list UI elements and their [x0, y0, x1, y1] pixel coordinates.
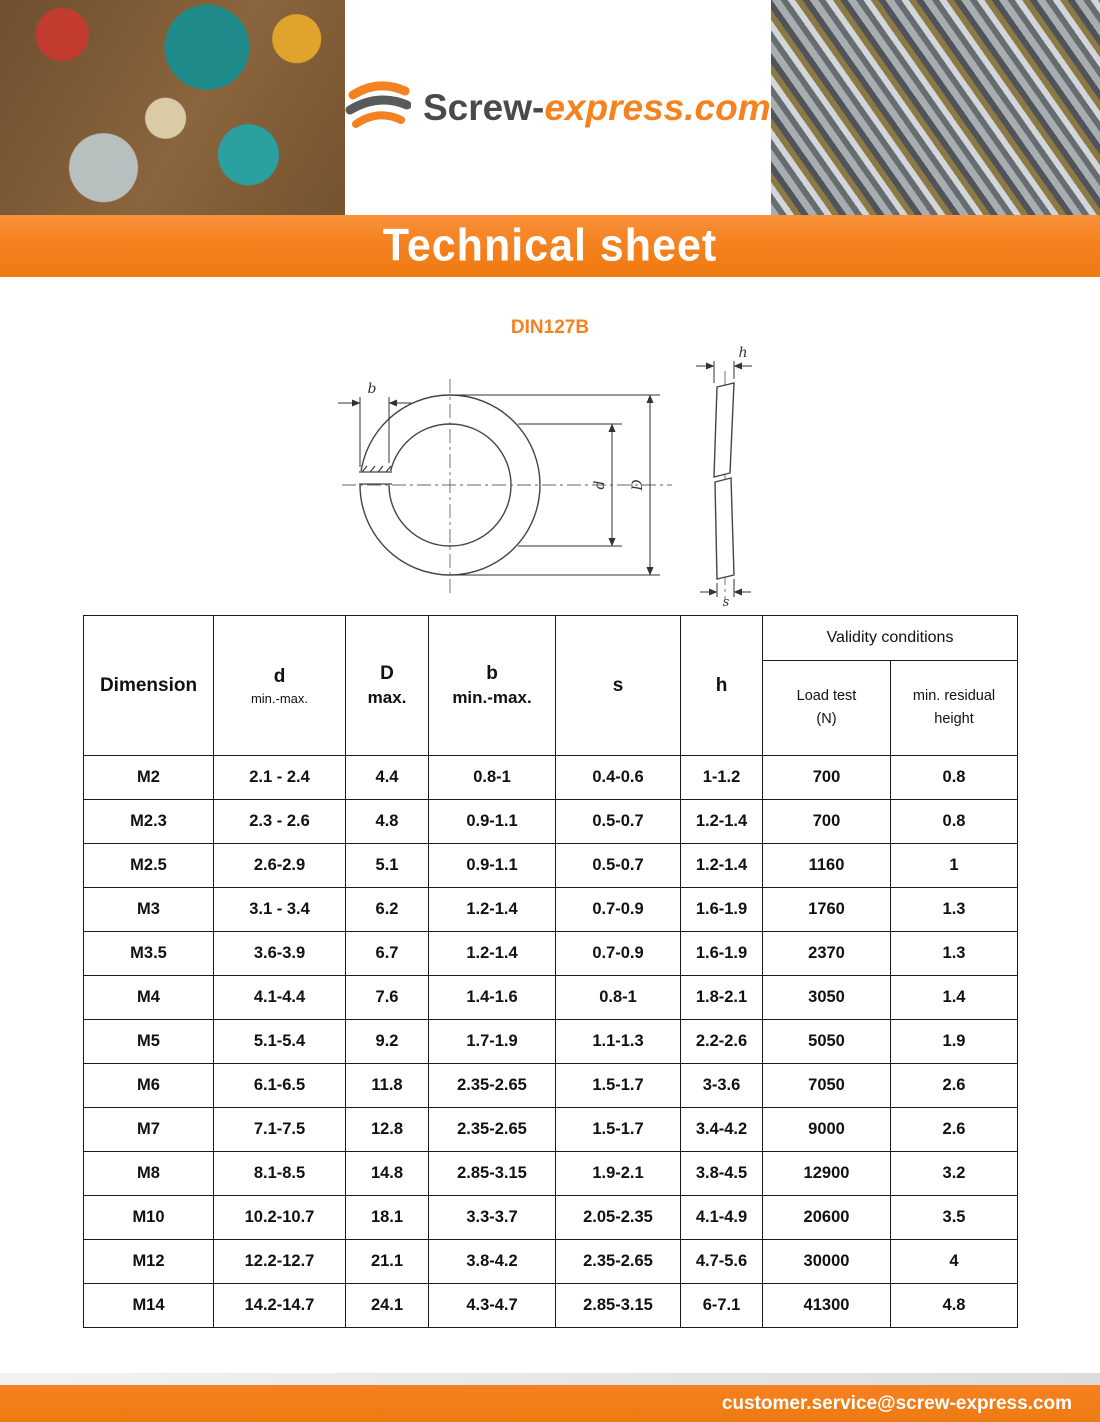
cell-min-residual-height: 1.3 [891, 932, 1018, 976]
cell-load-test: 20600 [763, 1196, 891, 1240]
cell-h: 3.8-4.5 [681, 1152, 763, 1196]
cell-h: 3-3.6 [681, 1064, 763, 1108]
cell-h: 1.2-1.4 [681, 800, 763, 844]
col-header-b-sub: min.-max. [452, 688, 532, 707]
cell-h: 2.2-2.6 [681, 1020, 763, 1064]
table-row [84, 800, 1018, 844]
cell-dimension: M3 [84, 888, 214, 932]
cell-min-residual-height: 3.2 [891, 1152, 1018, 1196]
cell-D-max: 24.1 [346, 1284, 429, 1328]
cell-b-range: 0.9-1.1 [429, 800, 556, 844]
banner-title: Technical sheet [382, 220, 718, 271]
cell-dimension: M7 [84, 1108, 214, 1152]
title-banner [0, 215, 1100, 277]
cell-d-range: 7.1-7.5 [214, 1108, 346, 1152]
page-header [0, 0, 1100, 215]
cell-s: 1.1-1.3 [556, 1020, 681, 1064]
screws-photo [771, 0, 1100, 215]
cell-D-max: 14.8 [346, 1152, 429, 1196]
cell-D-max: 18.1 [346, 1196, 429, 1240]
cell-load-test: 1760 [763, 888, 891, 932]
logo-text-orange: express.com [544, 86, 771, 128]
col-header-d-sub: min.-max. [250, 690, 309, 706]
dimensions-table-wrap [0, 613, 1100, 1328]
cell-b-range: 4.3-4.7 [429, 1284, 556, 1328]
cell-dimension: M2.3 [84, 800, 214, 844]
col-header-b [429, 616, 556, 756]
cell-h: 6-7.1 [681, 1284, 763, 1328]
cell-min-residual-height: 0.8 [891, 800, 1018, 844]
cell-h: 1.2-1.4 [681, 844, 763, 888]
cell-load-test: 12900 [763, 1152, 891, 1196]
cell-s: 0.4-0.6 [556, 756, 681, 800]
table-row [84, 888, 1018, 932]
logo [345, 0, 771, 215]
cell-D-max: 5.1 [346, 844, 429, 888]
cell-load-test: 9000 [763, 1108, 891, 1152]
cell-b-range: 3.8-4.2 [429, 1240, 556, 1284]
cell-b-range: 1.7-1.9 [429, 1020, 556, 1064]
cell-dimension: M4 [84, 976, 214, 1020]
cell-s: 0.7-0.9 [556, 932, 681, 976]
cell-dimension: M3.5 [84, 932, 214, 976]
cell-b-range: 1.2-1.4 [429, 932, 556, 976]
col-header-load-test [763, 661, 891, 756]
col-header-D [346, 616, 429, 756]
cell-d-range: 5.1-5.4 [214, 1020, 346, 1064]
table-row [84, 1284, 1018, 1328]
cell-min-residual-height: 0.8 [891, 756, 1018, 800]
cell-load-test: 1160 [763, 844, 891, 888]
cell-b-range: 1.4-1.6 [429, 976, 556, 1020]
cell-min-residual-height: 3.5 [891, 1196, 1018, 1240]
cell-h: 1.8-2.1 [681, 976, 763, 1020]
cell-min-residual-height: 2.6 [891, 1108, 1018, 1152]
cell-min-residual-height: 1 [891, 844, 1018, 888]
col-header-dimension: Dimension [84, 616, 214, 756]
col-header-D-main: D [380, 663, 394, 684]
cell-h: 1.6-1.9 [681, 932, 763, 976]
cell-s: 1.5-1.7 [556, 1108, 681, 1152]
table-row [84, 1020, 1018, 1064]
col-header-b-main: b [486, 663, 498, 684]
cell-d-range: 3.6-3.9 [214, 932, 346, 976]
contact-email: customer.service@screw-express.com [721, 1392, 1072, 1414]
cell-D-max: 12.8 [346, 1108, 429, 1152]
dim-label-b: b [367, 381, 377, 397]
cell-s: 0.7-0.9 [556, 888, 681, 932]
col-header-s: s [556, 616, 681, 756]
cell-d-range: 6.1-6.5 [214, 1064, 346, 1108]
table-row [84, 1240, 1018, 1284]
cell-s: 0.5-0.7 [556, 844, 681, 888]
cell-D-max: 21.1 [346, 1240, 429, 1284]
cell-load-test: 5050 [763, 1020, 891, 1064]
load-test-unit: (N) [816, 711, 837, 727]
dim-label-D: D [630, 479, 646, 491]
cell-dimension: M12 [84, 1240, 214, 1284]
dim-label-s: s [722, 595, 730, 607]
validity-conditions-header: Validity conditions [763, 616, 1018, 661]
cell-b-range: 3.3-3.7 [429, 1196, 556, 1240]
cell-s: 0.8-1 [556, 976, 681, 1020]
cell-D-max: 4.8 [346, 800, 429, 844]
table-row [84, 1064, 1018, 1108]
cell-d-range: 4.1-4.4 [214, 976, 346, 1020]
cell-d-range: 2.3 - 2.6 [214, 800, 346, 844]
cell-b-range: 2.35-2.65 [429, 1108, 556, 1152]
cell-dimension: M2 [84, 756, 214, 800]
cell-s: 1.9-2.1 [556, 1152, 681, 1196]
cell-h: 1.6-1.9 [681, 888, 763, 932]
din-standard-title: DIN127B [510, 317, 590, 338]
cell-D-max: 7.6 [346, 976, 429, 1020]
table-row [84, 1152, 1018, 1196]
cell-min-residual-height: 1.3 [891, 888, 1018, 932]
cell-d-range: 14.2-14.7 [214, 1284, 346, 1328]
cell-load-test: 3050 [763, 976, 891, 1020]
col-header-d [214, 616, 346, 756]
cell-min-residual-height: 4 [891, 1240, 1018, 1284]
cell-s: 2.05-2.35 [556, 1196, 681, 1240]
cell-dimension: M6 [84, 1064, 214, 1108]
table-row [84, 1196, 1018, 1240]
cell-dimension: M5 [84, 1020, 214, 1064]
table-row [84, 976, 1018, 1020]
dimensions-table [83, 615, 1018, 1328]
cell-s: 2.35-2.65 [556, 1240, 681, 1284]
workbench-photo [0, 0, 345, 215]
cell-b-range: 2.85-3.15 [429, 1152, 556, 1196]
cell-dimension: M14 [84, 1284, 214, 1328]
table-row [84, 844, 1018, 888]
col-header-D-sub: max. [367, 688, 407, 707]
cell-dimension: M8 [84, 1152, 214, 1196]
cell-D-max: 4.4 [346, 756, 429, 800]
cell-s: 1.5-1.7 [556, 1064, 681, 1108]
cell-h: 3.4-4.2 [681, 1108, 763, 1152]
table-row [84, 756, 1018, 800]
cell-d-range: 2.6-2.9 [214, 844, 346, 888]
dim-label-h: h [738, 345, 748, 361]
table-row [84, 932, 1018, 976]
load-test-label: Load test [796, 687, 857, 704]
cell-D-max: 6.7 [346, 932, 429, 976]
cell-D-max: 6.2 [346, 888, 429, 932]
footer-divider-strip [0, 1373, 1100, 1385]
cell-d-range: 8.1-8.5 [214, 1152, 346, 1196]
col-header-d-main: d [273, 665, 286, 687]
page-footer [0, 1385, 1100, 1422]
dim-label-d: d [592, 480, 608, 490]
spring-washer-diagram [300, 345, 800, 607]
cell-load-test: 41300 [763, 1284, 891, 1328]
cell-load-test: 700 [763, 756, 891, 800]
cell-load-test: 700 [763, 800, 891, 844]
cell-load-test: 2370 [763, 932, 891, 976]
cell-b-range: 1.2-1.4 [429, 888, 556, 932]
cell-d-range: 3.1 - 3.4 [214, 888, 346, 932]
cell-h: 1-1.2 [681, 756, 763, 800]
cell-dimension: M2.5 [84, 844, 214, 888]
cell-min-residual-height: 1.9 [891, 1020, 1018, 1064]
logo-text [423, 87, 771, 129]
cell-d-range: 2.1 - 2.4 [214, 756, 346, 800]
cell-dimension: M10 [84, 1196, 214, 1240]
cell-min-residual-height: 1.4 [891, 976, 1018, 1020]
residual-label-line2: height [934, 711, 974, 727]
residual-label-line1: min. residual [912, 687, 996, 704]
cell-min-residual-height: 2.6 [891, 1064, 1018, 1108]
cell-D-max: 11.8 [346, 1064, 429, 1108]
table-row [84, 1108, 1018, 1152]
cell-h: 4.7-5.6 [681, 1240, 763, 1284]
cell-d-range: 12.2-12.7 [214, 1240, 346, 1284]
cell-s: 2.85-3.15 [556, 1284, 681, 1328]
cell-load-test: 7050 [763, 1064, 891, 1108]
col-header-h: h [681, 616, 763, 756]
logo-text-dark: Screw- [423, 86, 545, 128]
logo-swoosh-icon [345, 79, 411, 137]
cell-b-range: 0.9-1.1 [429, 844, 556, 888]
cell-b-range: 2.35-2.65 [429, 1064, 556, 1108]
technical-drawing [0, 345, 1100, 613]
cell-d-range: 10.2-10.7 [214, 1196, 346, 1240]
cell-s: 0.5-0.7 [556, 800, 681, 844]
cell-b-range: 0.8-1 [429, 756, 556, 800]
col-header-min-residual [891, 661, 1018, 756]
cell-h: 4.1-4.9 [681, 1196, 763, 1240]
cell-D-max: 9.2 [346, 1020, 429, 1064]
cell-min-residual-height: 4.8 [891, 1284, 1018, 1328]
cell-load-test: 30000 [763, 1240, 891, 1284]
